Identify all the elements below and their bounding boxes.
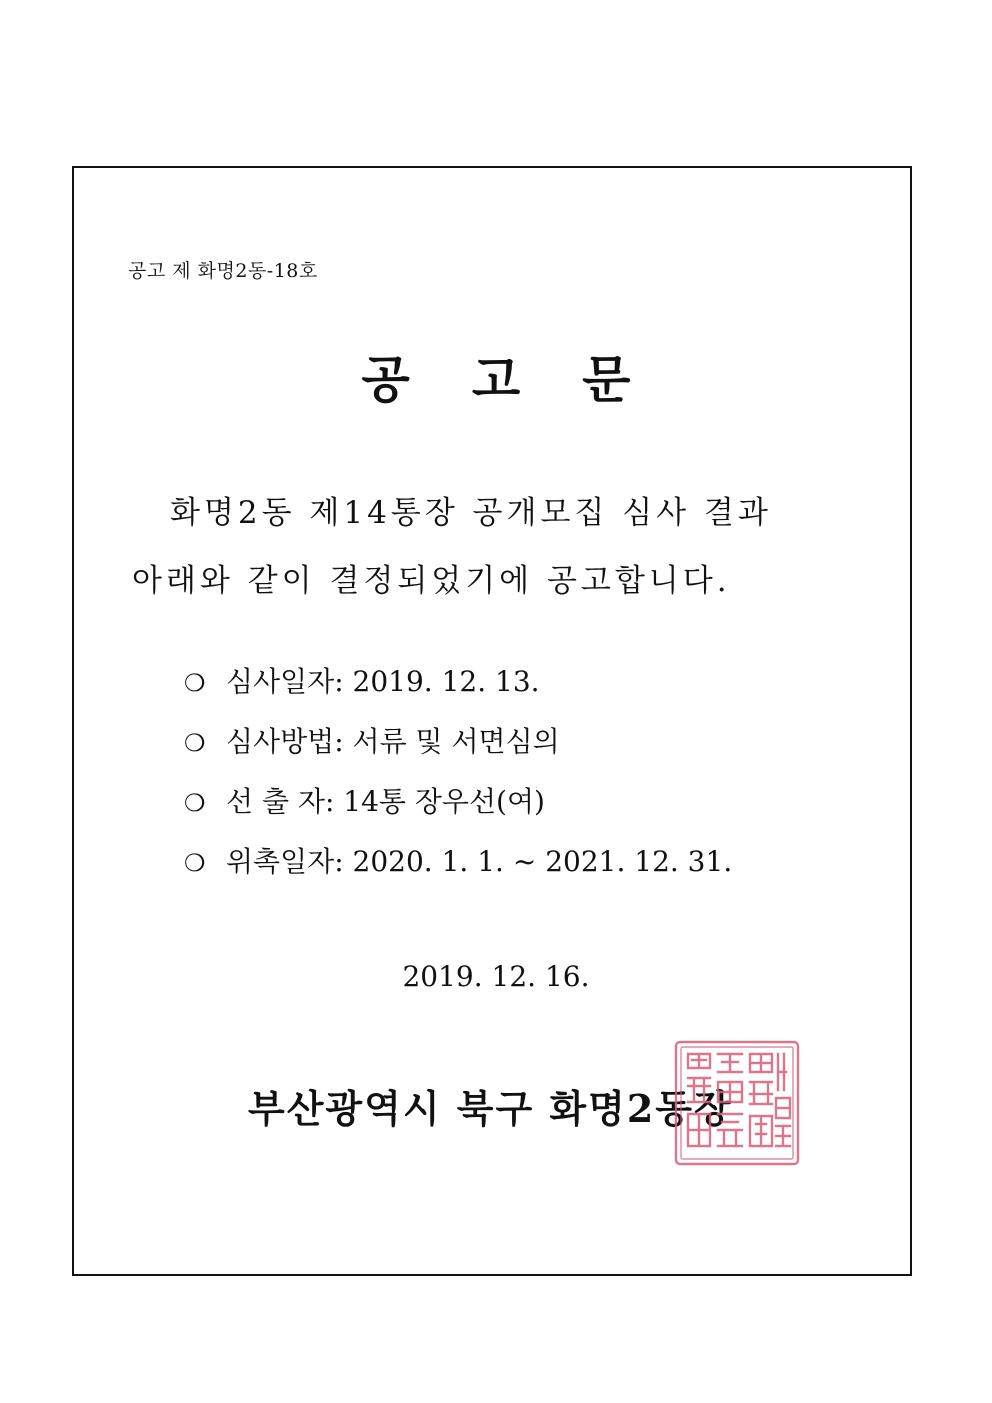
circle-bullet-icon: ❍ bbox=[184, 669, 206, 697]
circle-bullet-icon: ❍ bbox=[184, 789, 206, 817]
notice-date: 2019. 12. 16. bbox=[402, 960, 590, 993]
detail-item-review-date bbox=[184, 660, 540, 700]
item-label: 위촉일자: bbox=[226, 845, 344, 878]
issuer-name: 부산광역시 북구 화명2동장 bbox=[248, 1086, 733, 1131]
document-title: 공고문 bbox=[361, 351, 693, 409]
item-label: 심사일자: bbox=[226, 665, 344, 698]
official-seal-stamp bbox=[672, 1038, 802, 1168]
circle-bullet-icon: ❍ bbox=[184, 729, 206, 757]
item-label: 선 출 자: bbox=[226, 785, 335, 818]
detail-item-review-method bbox=[184, 720, 560, 760]
item-label: 심사방법: bbox=[226, 725, 344, 758]
body-text-line-2: 아래와 같이 결정되었기에 공고합니다. bbox=[132, 563, 731, 599]
item-value: 14통 장우선(여) bbox=[343, 785, 545, 818]
body-text-line-1: 화명2동 제14통장 공개모집 심사 결과 bbox=[170, 495, 772, 531]
circle-bullet-icon: ❍ bbox=[184, 849, 206, 877]
item-value: 2020. 1. 1. ~ 2021. 12. 31. bbox=[352, 845, 733, 878]
detail-item-selected-person bbox=[184, 780, 545, 820]
item-value: 서류 및 서면심의 bbox=[352, 725, 560, 758]
item-value: 2019. 12. 13. bbox=[352, 665, 540, 698]
notice-number: 공고 제 화명2동-18호 bbox=[128, 260, 318, 282]
detail-item-appointment-period bbox=[184, 840, 732, 880]
